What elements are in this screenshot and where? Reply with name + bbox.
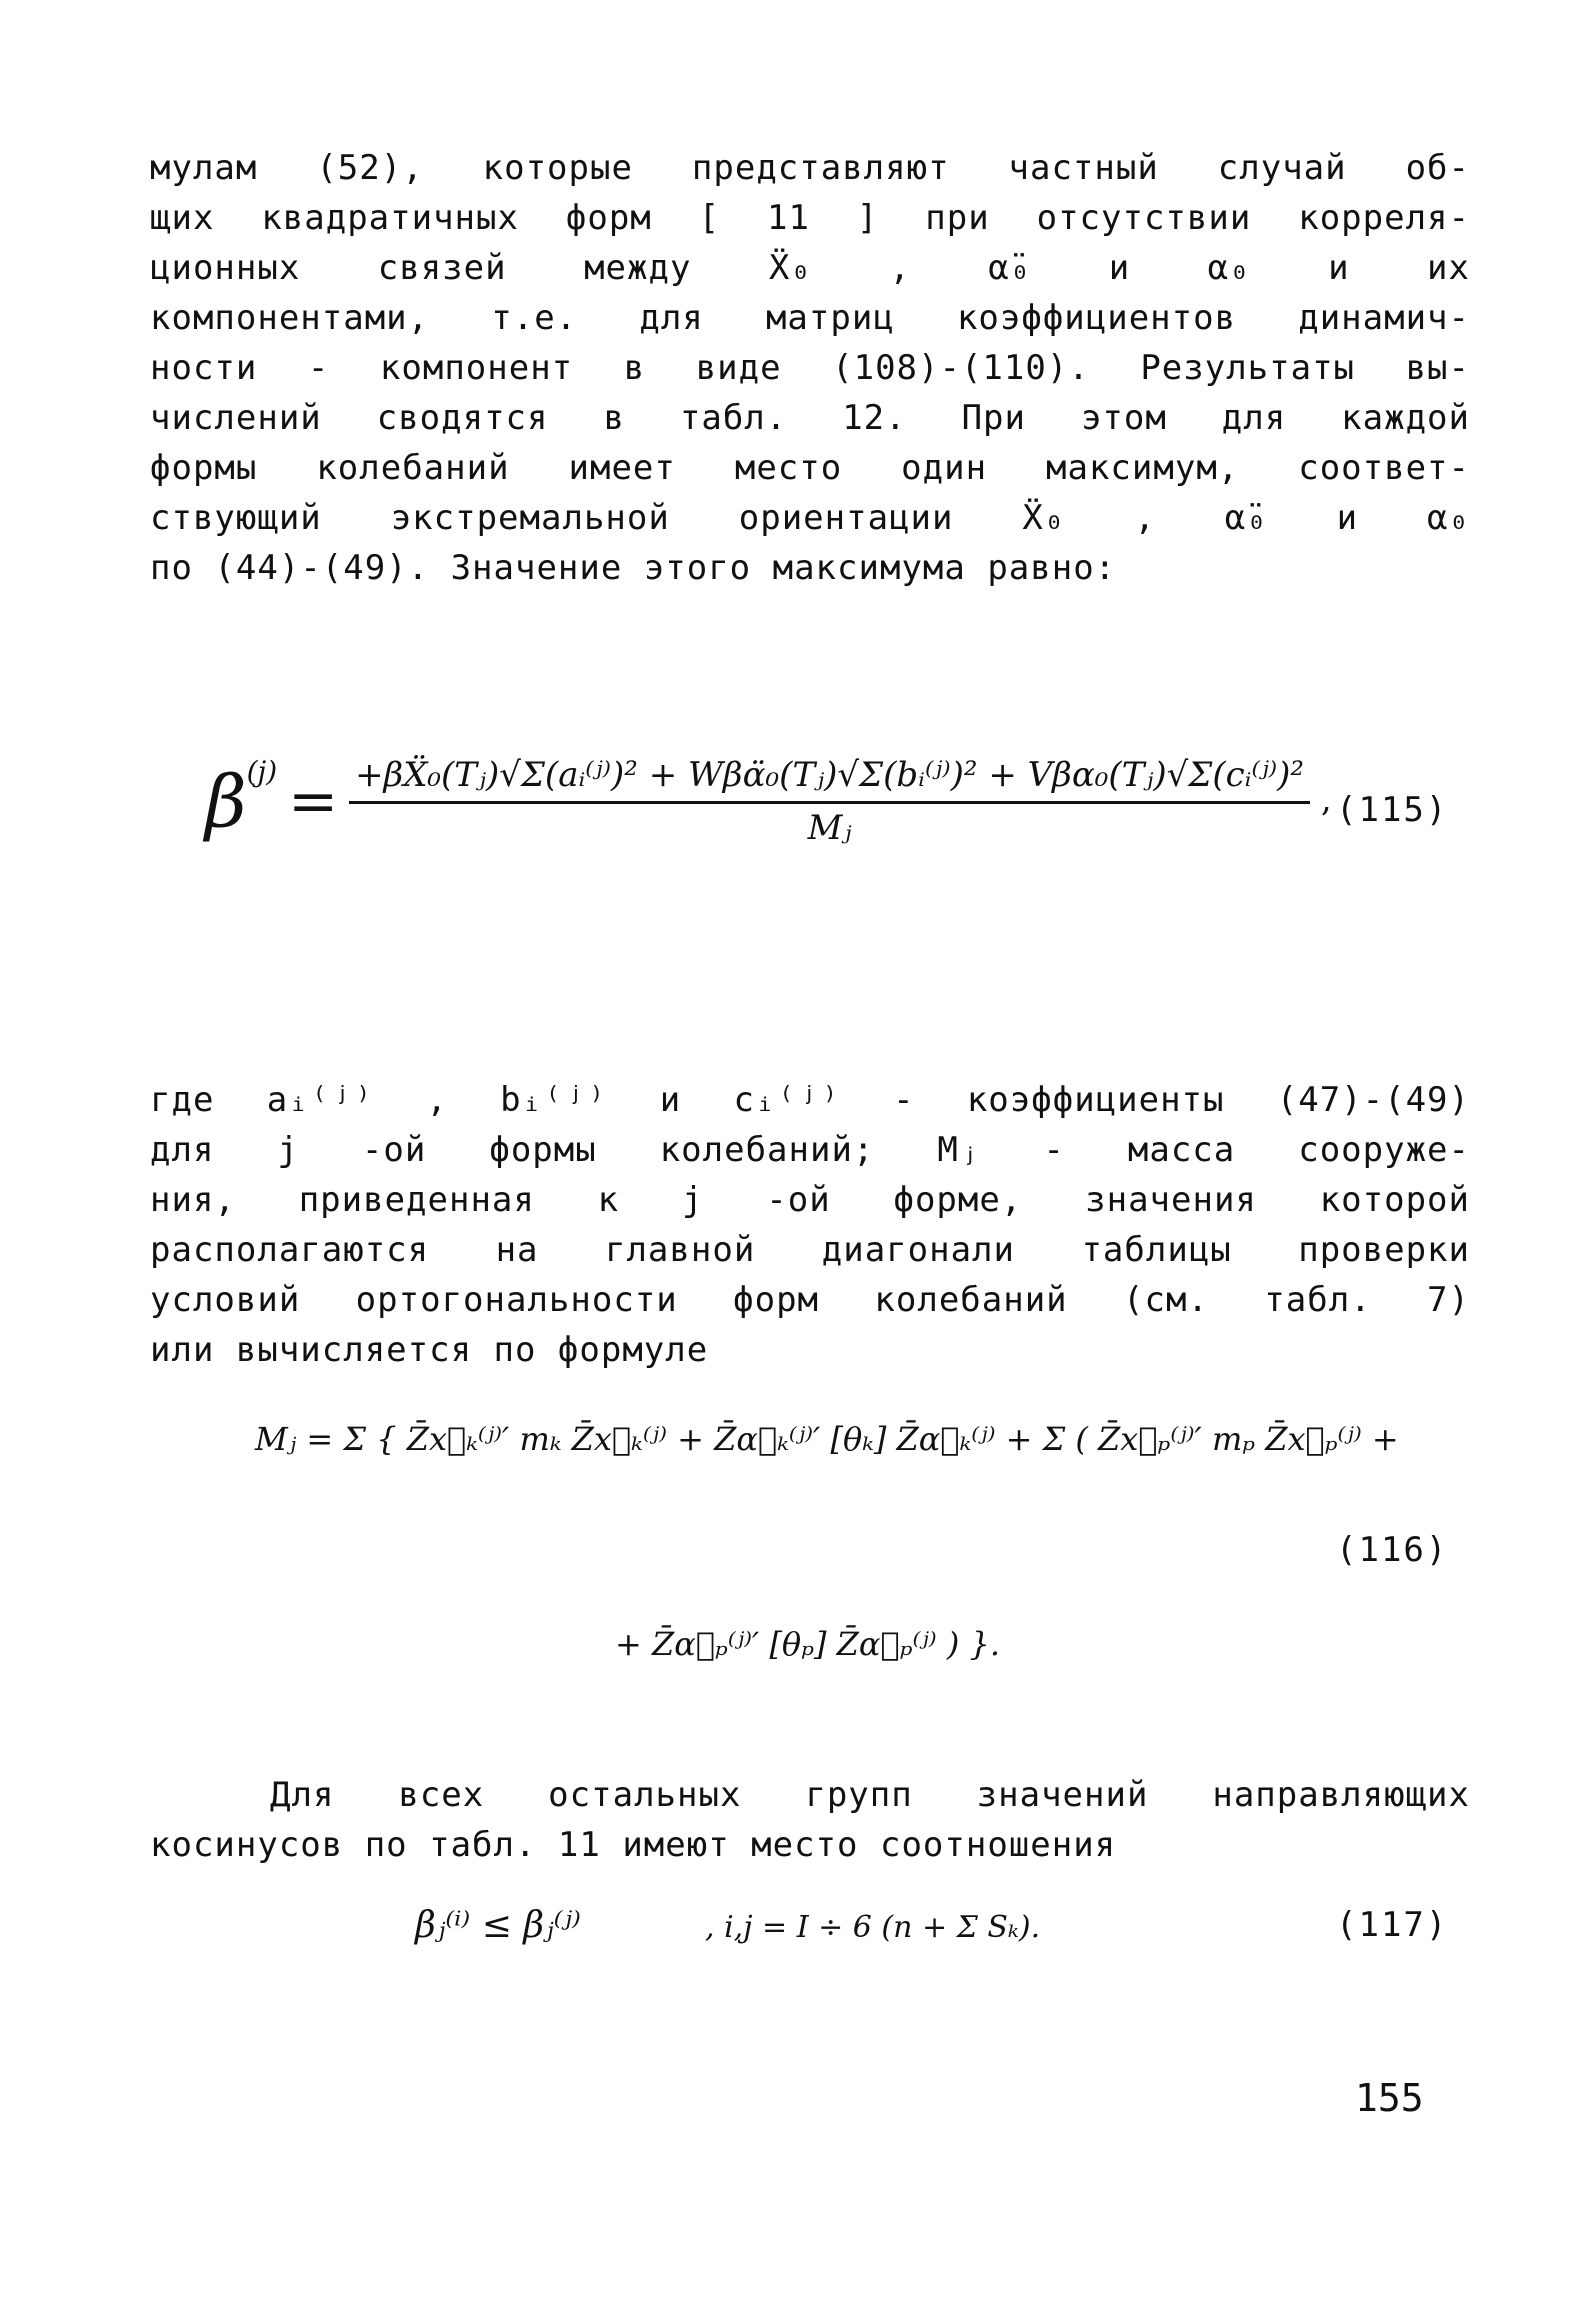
text-line: мулам (52), которые представляют частный случай об- xyxy=(150,148,1470,188)
text-line: условий ортогональности форм колебаний (см. табл. 7) xyxy=(150,1280,1470,1320)
equation-number: (116) xyxy=(1336,1530,1449,1570)
equation-lhs-sup: (j) xyxy=(246,755,278,788)
equation-denominator: Mⱼ xyxy=(807,808,852,848)
text-line: для j -ой формы колебаний; Mⱼ - масса сооруже- xyxy=(150,1130,1470,1170)
equation-numerator: +βẌ₀(Tⱼ)√Σ(aᵢ⁽ʲ⁾)² + Wβα̈₀(Tⱼ)√Σ(bᵢ⁽ʲ⁾)² + Vβα₀(Tⱼ)√Σ(cᵢ⁽ʲ⁾)² xyxy=(349,755,1310,804)
text-line: располагаются на главной диагонали таблицы проверки xyxy=(150,1230,1470,1270)
equation-115: $\beta^{(j)}$ = +βẌ₀(Tⱼ)√Σ(aᵢ⁽ʲ⁾)² + Wβα̈₀(Tⱼ)√Σ(bᵢ⁽ʲ⁾)² + Vβα₀(Tⱼ)√Σ(cᵢ⁽ʲ⁾)² Mⱼ , xyxy=(205,755,1332,848)
text-line: по (44)-(49). Значение этого максимума равно: xyxy=(150,548,1117,588)
text-line: ности - компонент в виде (108)-(110). Результаты вы- xyxy=(150,348,1470,388)
text-line: где aᵢ⁽ʲ⁾ , bᵢ⁽ʲ⁾ и cᵢ⁽ʲ⁾ - коэффициенты (47)-(49) xyxy=(150,1080,1470,1120)
equation-number: (117) xyxy=(1336,1905,1449,1945)
equation-lhs: β xyxy=(205,759,247,844)
text-line: формы колебаний имеет место один максимум, соответ- xyxy=(150,448,1470,488)
equation-116-line2: + Z̄α⃗ₚ⁽ʲ⁾′ [θₚ] Z̄α⃗ₚ⁽ʲ⁾ ) }. xyxy=(615,1625,1001,1663)
equation-fraction xyxy=(349,755,1310,848)
text-line: Для всех остальных групп значений направляющих xyxy=(270,1775,1470,1815)
page-number: 155 xyxy=(1355,2076,1424,2120)
paragraph-intro xyxy=(150,143,1470,593)
text-line: щих квадратичных форм [ 11 ] при отсутствии корреля- xyxy=(150,198,1470,238)
text-line: ствующий экстремальной ориентации Ẍ₀ , α̈₀ и α₀ xyxy=(150,498,1470,538)
equation-117-relation: βⱼ⁽ⁱ⁾ ≤ βⱼ⁽ʲ⁾ xyxy=(415,1905,581,1946)
equation-116-line1: Mⱼ = Σ { Z̄x⃗ₖ⁽ʲ⁾′ mₖ Z̄x⃗ₖ⁽ʲ⁾ + Z̄α⃗ₖ⁽ʲ⁾′ [θₖ] Z̄α⃗ₖ⁽ʲ⁾ + Σ ( Z̄x⃗ₚ⁽ʲ⁾′ mₚ Z̄x⃗ₚ⁽ʲ⁾ + xyxy=(255,1420,1399,1458)
text-line: косинусов по табл. 11 имеют место соотношения xyxy=(150,1825,1117,1865)
paragraph-rest xyxy=(150,1770,1470,1870)
text-line: числений сводятся в табл. 12. При этом для каждой xyxy=(150,398,1470,438)
text-line: или вычисляется по формуле xyxy=(150,1330,709,1370)
text-line: компонентами, т.е. для матриц коэффициентов динамич- xyxy=(150,298,1470,338)
equation-117-range: , i,j = I ÷ 6 (n + Σ Sₖ). xyxy=(705,1910,1041,1945)
paragraph-where xyxy=(150,1075,1470,1375)
equation-number: (115) xyxy=(1336,790,1449,830)
text-line: ционных связей между Ẍ₀ , α̈₀ и α₀ и их xyxy=(150,248,1470,288)
text-line: ния, приведенная к j -ой форме, значения которой xyxy=(150,1180,1470,1220)
